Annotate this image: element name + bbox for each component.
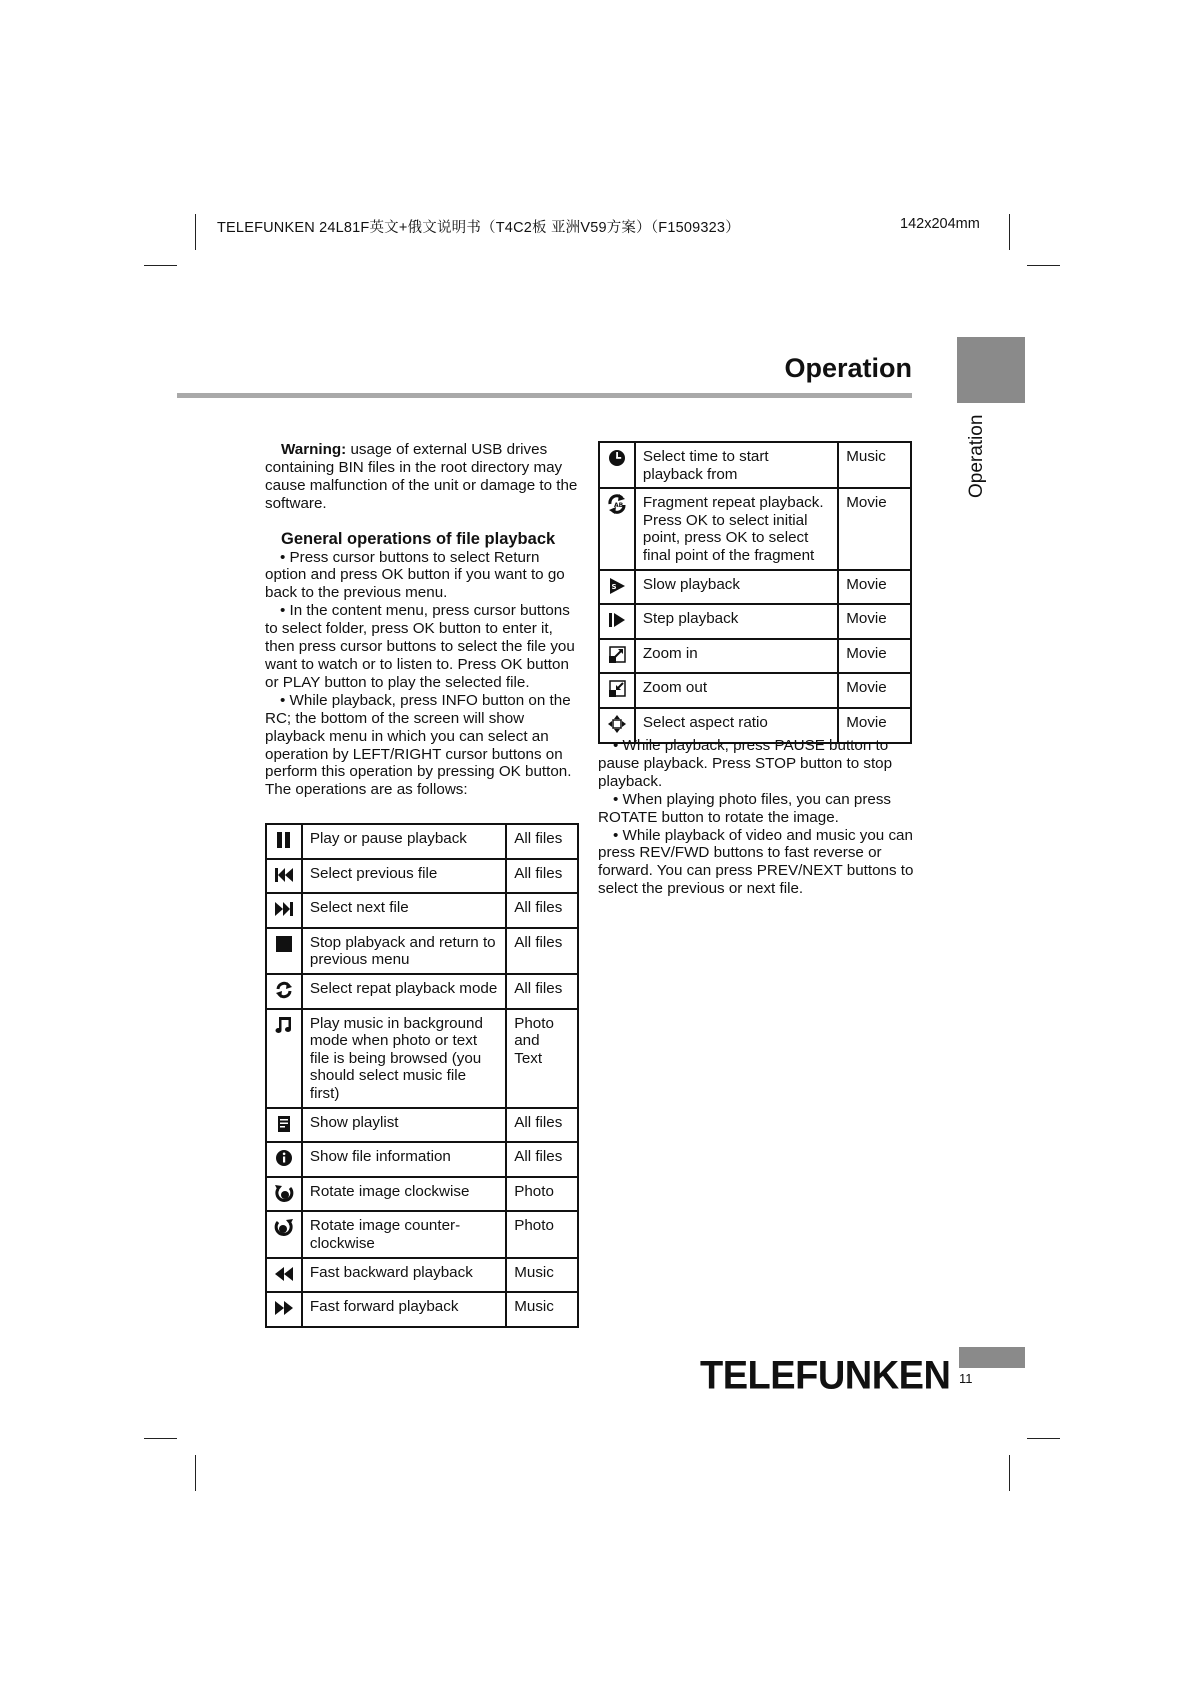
file-type: Music — [506, 1258, 578, 1293]
operation-description: Show file information — [302, 1142, 506, 1177]
document-header-title: TELEFUNKEN 24L81F英文+俄文说明书（T4C2板 亚洲V59方案）（F1509323） — [217, 220, 740, 236]
slow-playback-icon — [606, 575, 628, 597]
table-row — [266, 1108, 578, 1143]
page-number-marker — [959, 1347, 1025, 1368]
icon-cell — [599, 570, 635, 605]
table-row — [266, 1142, 578, 1177]
icon-cell — [266, 1292, 302, 1327]
rotate-clockwise-icon — [273, 1182, 295, 1204]
icon-cell — [266, 1177, 302, 1212]
playlist-icon — [273, 1113, 295, 1135]
table-row — [599, 673, 911, 708]
table-row — [266, 1211, 578, 1257]
table-row — [599, 488, 911, 569]
bullet-paragraph: • While playback of video and music you can press REV/FWD buttons to fast reverse or forward. You can press PREV/NEXT buttons to select the previous or next file. — [598, 826, 914, 898]
bullet-text: In the content menu, press cursor buttons to select folder, press OK button to enter it, then press cursor buttons to select the file you want to watch or to listen to. Press OK button or PLAY button to play the selected file. — [265, 602, 575, 691]
table-row — [266, 928, 578, 974]
table-row — [599, 639, 911, 674]
file-type: All files — [506, 1108, 578, 1143]
bullet-paragraph: • When playing photo files, you can press ROTATE button to rotate the image. — [598, 790, 892, 826]
title-divider — [177, 393, 912, 398]
file-type: All files — [506, 859, 578, 894]
zoom-in-icon — [606, 644, 628, 666]
crop-mark — [144, 265, 177, 266]
file-type: All files — [506, 928, 578, 974]
warning-text: usage of external USB drives containing BIN files in the root directory may cause malfunction of the unit or damage to the software. — [265, 441, 578, 512]
crop-mark — [1009, 1455, 1010, 1491]
icon-cell — [599, 488, 635, 569]
icon-cell — [599, 604, 635, 639]
icon-cell — [266, 974, 302, 1009]
svg-text:AB: AB — [613, 502, 624, 510]
icon-cell — [599, 673, 635, 708]
file-type: Movie — [838, 639, 911, 674]
operation-description: Select repat playback mode — [302, 974, 506, 1009]
file-type: Photo — [506, 1177, 578, 1212]
bullet-text: Press cursor buttons to select Return option and press OK button if you want to go back to the previous menu. — [265, 548, 565, 602]
icon-cell — [266, 859, 302, 894]
section-heading: General operations of file playback — [281, 529, 556, 548]
icon-cell — [599, 639, 635, 674]
operation-description: Play music in background mode when photo or text file is being browsed (you should select music file first) — [302, 1009, 506, 1108]
document-size-label: 142x204mm — [900, 216, 980, 232]
icon-cell — [266, 1009, 302, 1108]
bullet-text: While playback, press INFO button on the RC; the bottom of the screen will show playback menu in which you can select an operation by LEFT/RIGHT cursor buttons on perform this operation by pressing OK button. The operations are as follows: — [265, 691, 572, 799]
bullet-text: When playing photo files, you can press ROTATE button to rotate the image. — [598, 790, 892, 826]
page-number: 11 — [959, 1371, 973, 1386]
icon-cell — [266, 824, 302, 859]
crop-mark — [1009, 214, 1010, 250]
bullet-paragraph: • While playback, press INFO button on the RC; the bottom of the screen will show playback menu in which you can select an operation by LEFT/RIGHT cursor buttons on perform this operation by pressing OK button. The operations are as follows: — [265, 691, 572, 799]
icon-cell — [266, 893, 302, 928]
operation-description: Show playlist — [302, 1108, 506, 1143]
stop-icon — [273, 933, 295, 955]
operation-description: Select previous file — [302, 859, 506, 894]
icon-cell — [599, 442, 635, 488]
table-row — [266, 1177, 578, 1212]
brand-logo: TELEFUNKEN — [700, 1353, 951, 1399]
pause-icon — [273, 829, 295, 851]
operation-description: Rotate image clockwise — [302, 1177, 506, 1212]
fast-forward-icon — [273, 1297, 295, 1319]
table-row — [266, 859, 578, 894]
operation-description: Fragment repeat playback. Press OK to select initial point, press OK to select final point of the fragment — [635, 488, 838, 569]
crop-mark — [195, 1455, 196, 1491]
table-row — [599, 442, 911, 488]
previous-file-icon — [273, 864, 295, 886]
clock-icon — [606, 447, 628, 469]
icon-cell — [266, 1142, 302, 1177]
file-type: All files — [506, 1142, 578, 1177]
bullet-paragraph: • In the content menu, press cursor buttons to select folder, press OK button to enter it, then press cursor buttons to select the file you want to watch or to listen to. Press OK button or PLAY button to play the selected file. — [265, 602, 575, 691]
file-type: Movie — [838, 604, 911, 639]
table-row — [266, 824, 578, 859]
table-row — [266, 1292, 578, 1327]
crop-mark — [1027, 265, 1060, 266]
icon-cell — [266, 928, 302, 974]
operation-description: Play or pause playback — [302, 824, 506, 859]
table-row — [599, 570, 911, 605]
operation-description: Select time to start playback from — [635, 442, 838, 488]
file-type: Movie — [838, 673, 911, 708]
table-row — [599, 604, 911, 639]
file-type: Photo — [506, 1211, 578, 1257]
warning-label: Warning: — [281, 441, 347, 458]
repeat-icon — [273, 979, 295, 1001]
file-type: All files — [506, 893, 578, 928]
bullet-paragraph: • Press cursor buttons to select Return option and press OK button if you want to go back to the previous menu. — [265, 548, 565, 602]
crop-mark — [144, 1438, 177, 1439]
file-type: Movie — [838, 708, 911, 743]
file-type: All files — [506, 974, 578, 1009]
operation-description: Zoom out — [635, 673, 838, 708]
file-type: Movie — [838, 488, 911, 569]
file-type: Music — [838, 442, 911, 488]
crop-mark — [1027, 1438, 1060, 1439]
table-row — [266, 974, 578, 1009]
bullet-text: While playback of video and music you can press REV/FWD buttons to fast reverse or forward. You can press PREV/NEXT buttons to select the previous or next file. — [598, 826, 914, 898]
zoom-out-icon — [606, 678, 628, 700]
info-icon — [273, 1147, 295, 1169]
table-row — [266, 1258, 578, 1293]
operation-description: Select next file — [302, 893, 506, 928]
bullet-text: While playback, press PAUSE button to pause playback. Press STOP button to stop playback. — [598, 737, 893, 790]
step-playback-icon — [606, 609, 628, 631]
operation-description: Fast forward playback — [302, 1292, 506, 1327]
operation-description: Fast backward playback — [302, 1258, 506, 1293]
section-tab-label: Operation — [966, 414, 987, 498]
operation-description: Rotate image counter-clockwise — [302, 1211, 506, 1257]
operation-description: Slow playback — [635, 570, 838, 605]
file-type: Music — [506, 1292, 578, 1327]
rotate-counterclockwise-icon — [273, 1216, 295, 1238]
file-type: Movie — [838, 570, 911, 605]
operations-table-right — [598, 441, 912, 744]
operation-description: Step playback — [635, 604, 838, 639]
operation-description: Select aspect ratio — [635, 708, 838, 743]
next-file-icon — [273, 898, 295, 920]
left-column-text — [265, 441, 578, 799]
file-type: All files — [506, 824, 578, 859]
svg-text:S: S — [611, 582, 617, 591]
operation-description: Zoom in — [635, 639, 838, 674]
music-note-icon — [273, 1014, 295, 1036]
page-title: Operation — [784, 353, 912, 383]
aspect-ratio-icon — [606, 713, 628, 735]
table-row — [266, 1009, 578, 1108]
icon-cell — [266, 1258, 302, 1293]
crop-mark — [195, 214, 196, 250]
bullet-paragraph: • While playback, press PAUSE button to pause playback. Press STOP button to stop playback. — [598, 737, 893, 790]
right-column-text — [598, 737, 916, 898]
icon-cell — [266, 1211, 302, 1257]
table-row — [266, 893, 578, 928]
operation-description: Stop plabyack and return to previous menu — [302, 928, 506, 974]
ab-repeat-icon — [606, 493, 628, 515]
operations-table-left — [265, 823, 579, 1328]
icon-cell — [266, 1108, 302, 1143]
warning-paragraph — [265, 441, 578, 513]
fast-backward-icon — [273, 1263, 295, 1285]
file-type: Photo and Text — [506, 1009, 578, 1108]
